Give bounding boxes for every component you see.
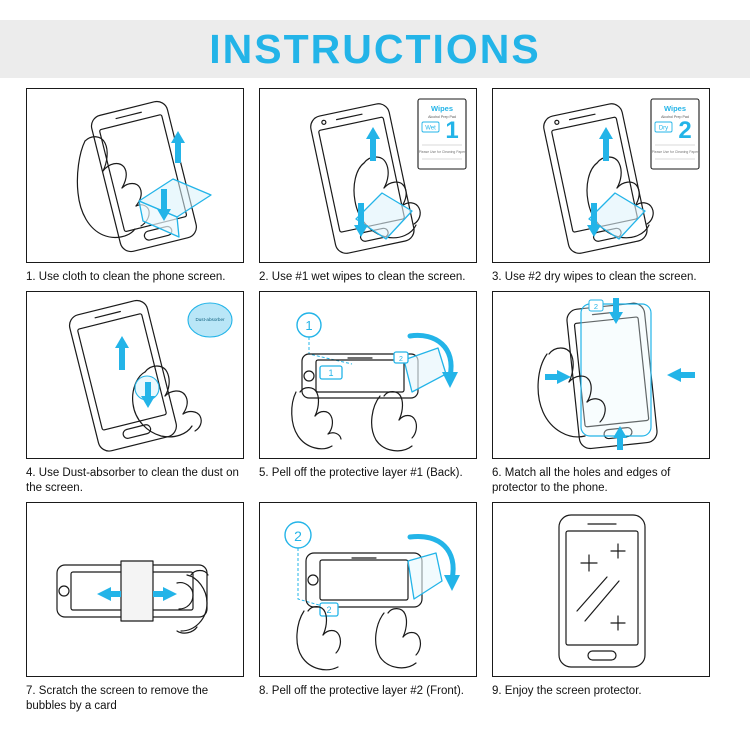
tab-label-5: 1	[328, 368, 334, 378]
step-caption-9: 9. Enjoy the screen protector.	[492, 685, 642, 697]
step-caption-3: 3. Use #2 dry wipes to clean the screen.	[492, 271, 697, 283]
packet-subtitle-2: Alcohol Prep Pad	[428, 115, 456, 119]
packet-tag-2: Wet	[425, 125, 436, 132]
step-illustration-3	[492, 88, 710, 263]
step-caption-1: 1. Use cloth to clean the phone screen.	[26, 271, 226, 283]
step-illustration-1	[26, 88, 244, 263]
step-cell-3	[492, 88, 725, 285]
step-cell-8	[259, 502, 492, 714]
page-title: INSTRUCTIONS	[209, 25, 541, 72]
tab-label-6: 2	[593, 302, 599, 311]
packet-title-2: Wipes	[430, 104, 454, 113]
packet-footnote-3: Please Use for Cleaning Paper	[651, 150, 699, 154]
step-caption-5: 5. Pell off the protective layer #1 (Back).	[259, 467, 463, 479]
step-cell-1	[26, 88, 259, 285]
step-illustration-6	[492, 291, 710, 459]
step-caption-4: 4. Use Dust-absorber to clean the dust on the screen.	[26, 467, 239, 494]
packet-footnote-2: Please Use for Cleaning Paper	[418, 150, 466, 154]
callout-number-8: 2	[294, 528, 302, 544]
packet-number-3: 2	[678, 117, 692, 144]
step-illustration-8	[259, 502, 477, 677]
step-caption-7: 7. Scratch the screen to remove the bubbles by a card	[26, 685, 209, 712]
callout-number-5: 1	[305, 318, 313, 333]
step-illustration-5	[259, 291, 477, 459]
step-illustration-9	[492, 502, 710, 677]
step-caption-2: 2. Use #1 wet wipes to clean the screen.	[259, 271, 466, 283]
tab-label-5b: 2	[399, 356, 403, 363]
header-banner	[0, 20, 750, 78]
step-cell-9	[492, 502, 725, 714]
packet-title-3: Wipes	[663, 104, 687, 113]
step-cell-4	[26, 291, 259, 496]
steps-grid	[26, 88, 726, 720]
tab-label-8: 2	[326, 605, 332, 615]
step-illustration-2	[259, 88, 477, 263]
step-caption-6: 6. Match all the holes and edges of protector to the phone.	[492, 467, 671, 494]
step-illustration-7	[26, 502, 244, 677]
packet-tag-3: Dry	[658, 125, 669, 132]
step-cell-6	[492, 291, 725, 496]
packet-subtitle-3: Alcohol Prep Pad	[661, 115, 689, 119]
packet-number-2: 1	[445, 117, 459, 144]
step-caption-8: 8. Pell off the protective layer #2 (Front).	[259, 685, 464, 697]
step-cell-5	[259, 291, 492, 496]
step-illustration-4	[26, 291, 244, 459]
step-cell-2	[259, 88, 492, 285]
step-cell-7	[26, 502, 259, 714]
sticker-label-4: Dust-absorber	[195, 317, 225, 322]
